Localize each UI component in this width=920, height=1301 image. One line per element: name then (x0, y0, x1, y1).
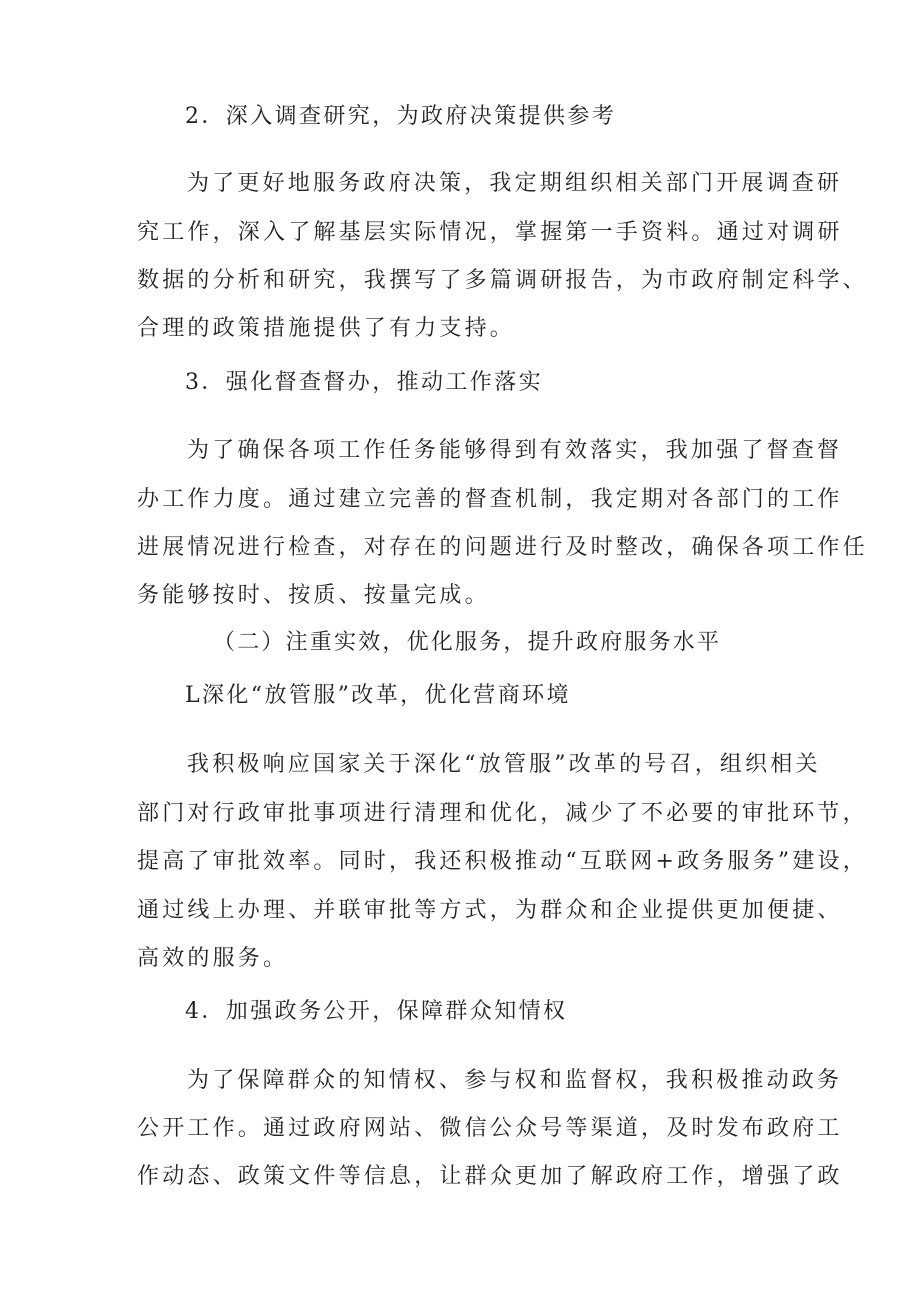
section-heading: （二）注重实效，优化服务，提升政府服务水平 (213, 630, 722, 655)
paragraph-2-line-3: 数据的分析和研究，我撰写了多篇调研报告，为市政府制定科学、 (137, 268, 868, 293)
paragraph-2-line-2: 究工作，深入了解基层实际情况，掌握第一手资料。通过对调研 (137, 220, 843, 245)
heading-l: L深化“放管服”改革，优化营商环境 (185, 683, 571, 708)
paragraph-3-line-1: 为了确保各项工作任务能够得到有效落实，我加强了督查督 (187, 438, 843, 463)
paragraph-l-line-1: 我积极响应国家关于深化“放管服”改革的号召，组织相关 (187, 752, 821, 777)
paragraph-3-line-3: 进展情况进行检查，对存在的问题进行及时整改，确保各项工作任 (137, 535, 868, 560)
paragraph-4-line-3: 作动态、政策文件等信息，让群众更加了解政府工作，增强了政 (137, 1164, 843, 1189)
paragraph-3-line-4: 务能够按时、按质、按量完成。 (137, 583, 490, 608)
paragraph-l-line-4: 通过线上办理、并联审批等方式，为群众和企业提供更加便捷、 (137, 898, 843, 923)
paragraph-2-line-1: 为了更好地服务政府决策，我定期组织相关部门开展调查研 (187, 171, 843, 196)
paragraph-4-line-1: 为了保障群众的知情权、参与权和监督权，我积极推动政务 (187, 1068, 843, 1093)
heading-4: 4．加强政务公开，保障群众知情权 (185, 999, 568, 1024)
paragraph-4-line-2: 公开工作。通过政府网站、微信公众号等渠道，及时发布政府工 (137, 1116, 843, 1141)
paragraph-2-line-4: 合理的政策措施提供了有力支持。 (137, 316, 516, 341)
heading-3: 3．强化督查督办，推动工作落实 (185, 370, 543, 395)
heading-2: 2．深入调查研究，为政府决策提供参考 (185, 104, 617, 129)
paragraph-l-line-2: 部门对行政审批事项进行清理和优化，减少了不必要的审批环节， (137, 801, 868, 826)
paragraph-3-line-2: 办工作力度。通过建立完善的督查机制，我定期对各部门的工作 (137, 487, 843, 512)
paragraph-l-line-3: 提高了审批效率。同时，我还积极推动“互联网+政务服务”建设， (137, 849, 868, 874)
paragraph-l-line-5: 高效的服务。 (137, 946, 289, 971)
